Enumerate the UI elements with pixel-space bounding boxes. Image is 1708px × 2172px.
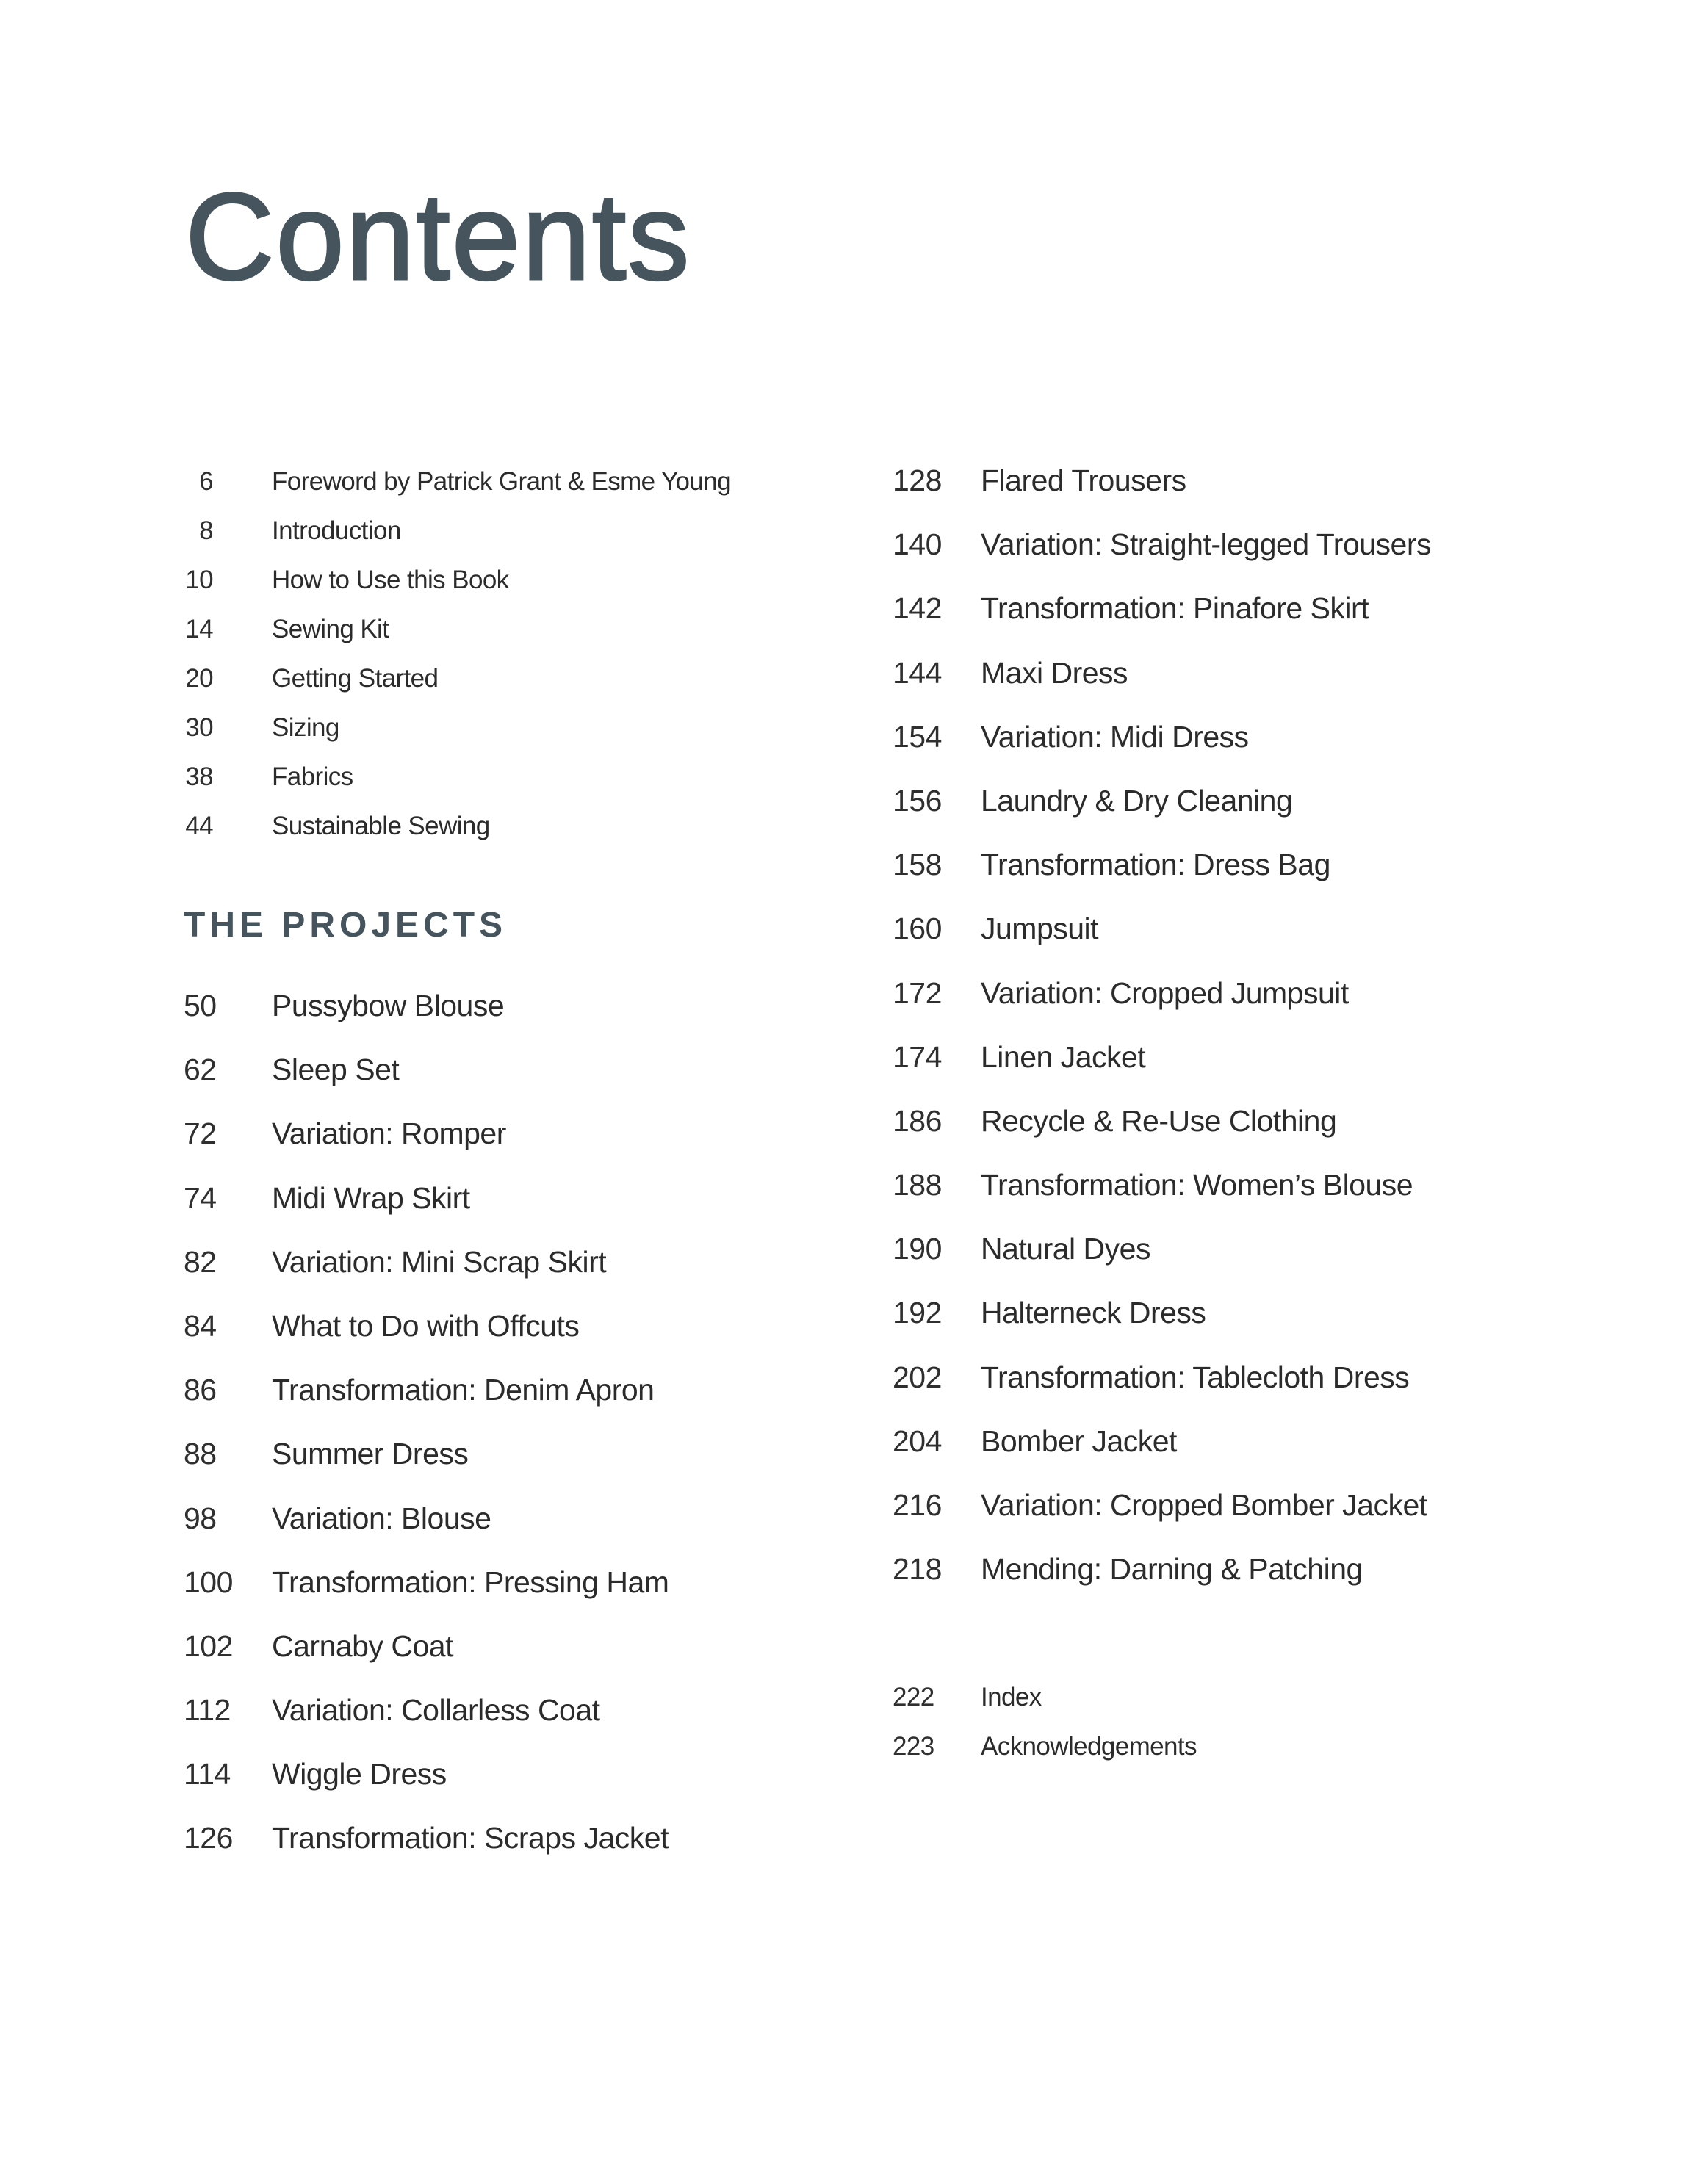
entry-title: How to Use this Book xyxy=(272,566,509,594)
entry-title: Recycle & Re-Use Clothing xyxy=(981,1103,1337,1138)
page-number: 62 xyxy=(184,1053,217,1087)
page-number: 158 xyxy=(893,848,942,882)
entry-title: Sizing xyxy=(272,713,339,742)
toc-entry[interactable] xyxy=(170,752,731,801)
toc-entry[interactable] xyxy=(170,801,731,851)
page-number: 202 xyxy=(893,1360,942,1394)
page-number: 20 xyxy=(185,664,213,693)
entry-title: Variation: Mini Scrap Skirt xyxy=(272,1244,607,1279)
entry-title: Jumpsuit xyxy=(981,912,1099,946)
page-number: 100 xyxy=(184,1565,233,1599)
toc-entry[interactable] xyxy=(170,703,731,752)
entry-title: Variation: Cropped Jumpsuit xyxy=(981,975,1349,1010)
toc-entry[interactable] xyxy=(893,833,1431,897)
page-number: 6 xyxy=(199,467,213,496)
page-number: 216 xyxy=(893,1488,942,1522)
page-number: 102 xyxy=(184,1628,233,1663)
entry-title: Sewing Kit xyxy=(272,615,389,643)
page-number: 204 xyxy=(893,1424,942,1458)
page-number: 38 xyxy=(185,762,213,791)
page-number: 160 xyxy=(893,912,942,946)
page-number: 50 xyxy=(184,989,217,1022)
toc-entry[interactable] xyxy=(170,457,731,506)
projects-list-right xyxy=(893,449,1431,1601)
page-number: 128 xyxy=(893,463,942,497)
toc-entry[interactable] xyxy=(893,1722,1197,1771)
entry-title: Variation: Collarless Coat xyxy=(272,1693,600,1728)
page-number: 154 xyxy=(893,719,942,754)
toc-entry[interactable] xyxy=(893,449,1431,513)
page-number: 84 xyxy=(184,1308,217,1343)
entry-title: Carnaby Coat xyxy=(272,1628,453,1663)
entry-title: Natural Dyes xyxy=(981,1232,1150,1266)
entry-title: Transformation: Tablecloth Dress xyxy=(981,1360,1410,1394)
entry-title: Flared Trousers xyxy=(981,463,1186,497)
page-number: 98 xyxy=(184,1501,217,1535)
toc-entry[interactable] xyxy=(893,513,1431,577)
page-number: 30 xyxy=(185,713,213,742)
entry-title: Laundry & Dry Cleaning xyxy=(981,783,1293,818)
toc-entry[interactable] xyxy=(184,1294,669,1358)
entry-title: Variation: Straight-legged Trousers xyxy=(981,527,1432,562)
page-number: 140 xyxy=(893,527,942,562)
entry-title: Index xyxy=(981,1683,1042,1711)
page-number: 8 xyxy=(199,516,213,545)
page-number: 142 xyxy=(893,591,942,626)
toc-entry[interactable] xyxy=(170,654,731,703)
toc-entry[interactable] xyxy=(170,555,731,605)
page-number: 174 xyxy=(893,1039,942,1074)
toc-entry[interactable] xyxy=(170,605,731,654)
entry-title: Variation: Romper xyxy=(272,1116,506,1151)
entry-title: What to Do with Offcuts xyxy=(272,1308,580,1343)
toc-entry[interactable] xyxy=(184,1678,669,1742)
front-matter-list xyxy=(170,457,731,851)
page-number: 44 xyxy=(185,812,213,840)
entry-title: Transformation: Pressing Ham xyxy=(272,1565,669,1599)
toc-entry[interactable] xyxy=(893,1473,1431,1537)
page-number: 82 xyxy=(184,1244,217,1279)
entry-title: Bomber Jacket xyxy=(981,1424,1177,1458)
toc-entry[interactable] xyxy=(184,1422,669,1486)
back-matter-list xyxy=(893,1673,1197,1771)
toc-entry[interactable] xyxy=(184,1166,669,1230)
toc-entry[interactable] xyxy=(184,1230,669,1294)
toc-entry[interactable] xyxy=(184,1806,669,1870)
page-number: 114 xyxy=(184,1757,231,1792)
entry-title: Fabrics xyxy=(272,762,353,791)
toc-entry[interactable] xyxy=(184,1358,669,1422)
toc-entry[interactable] xyxy=(893,641,1431,705)
entry-title: Transformation: Scraps Jacket xyxy=(272,1821,669,1855)
page-number: 14 xyxy=(185,615,213,643)
page-number: 222 xyxy=(893,1683,934,1711)
page-number: 218 xyxy=(893,1552,942,1587)
toc-entry[interactable] xyxy=(893,1537,1431,1601)
toc-entry[interactable] xyxy=(184,1038,669,1102)
projects-list-left xyxy=(184,974,669,1871)
toc-entry[interactable] xyxy=(893,1346,1431,1410)
entry-title: Pussybow Blouse xyxy=(272,989,505,1022)
entry-title: Linen Jacket xyxy=(981,1039,1146,1074)
toc-entry[interactable] xyxy=(893,769,1431,833)
toc-entry[interactable] xyxy=(893,961,1431,1025)
page-number: 144 xyxy=(893,655,942,690)
entry-title: Variation: Midi Dress xyxy=(981,719,1249,754)
toc-entry[interactable] xyxy=(184,1742,669,1806)
page-title: Contents xyxy=(185,167,691,306)
entry-title: Transformation: Denim Apron xyxy=(272,1373,655,1407)
toc-entry[interactable] xyxy=(893,897,1431,961)
page-number: 192 xyxy=(893,1296,942,1330)
entry-title: Sustainable Sewing xyxy=(272,812,490,840)
page-number: 74 xyxy=(184,1180,217,1215)
toc-entry[interactable] xyxy=(893,1281,1431,1345)
toc-entry[interactable] xyxy=(170,506,731,555)
toc-entry[interactable] xyxy=(893,577,1431,641)
toc-entry[interactable] xyxy=(893,705,1431,769)
page-number: 172 xyxy=(893,975,942,1010)
entry-title: Maxi Dress xyxy=(981,655,1128,690)
toc-entry[interactable] xyxy=(893,1217,1431,1281)
page-number: 10 xyxy=(185,566,213,594)
entry-title: Transformation: Dress Bag xyxy=(981,848,1330,882)
entry-title: Summer Dress xyxy=(272,1437,469,1471)
page-number: 88 xyxy=(184,1437,217,1471)
toc-entry[interactable] xyxy=(893,1089,1431,1153)
page-number: 112 xyxy=(184,1693,231,1728)
page-number: 156 xyxy=(893,783,942,818)
entry-title: Variation: Blouse xyxy=(272,1501,491,1535)
page-number: 72 xyxy=(184,1116,217,1151)
entry-title: Getting Started xyxy=(272,664,439,693)
entry-title: Mending: Darning & Patching xyxy=(981,1552,1363,1587)
toc-entry[interactable] xyxy=(893,1410,1431,1473)
page-number: 188 xyxy=(893,1168,942,1202)
toc-entry[interactable] xyxy=(184,1551,669,1614)
entry-title: Halterneck Dress xyxy=(981,1296,1206,1330)
page-number: 223 xyxy=(893,1732,934,1761)
toc-entry[interactable] xyxy=(184,1614,669,1678)
toc-entry[interactable] xyxy=(893,1153,1431,1217)
entry-title: Wiggle Dress xyxy=(272,1757,447,1792)
page-number: 190 xyxy=(893,1232,942,1266)
entry-title: Foreword by Patrick Grant & Esme Young xyxy=(272,467,732,496)
entry-title: Transformation: Pinafore Skirt xyxy=(981,591,1369,626)
entry-title: Midi Wrap Skirt xyxy=(272,1180,470,1215)
entry-title: Transformation: Women’s Blouse xyxy=(981,1168,1413,1202)
toc-entry[interactable] xyxy=(893,1673,1197,1722)
entry-title: Introduction xyxy=(272,516,401,545)
toc-entry[interactable] xyxy=(184,1102,669,1166)
entry-title: Acknowledgements xyxy=(981,1732,1197,1761)
entry-title: Variation: Cropped Bomber Jacket xyxy=(981,1488,1427,1522)
toc-entry[interactable] xyxy=(893,1025,1431,1089)
entry-title: Sleep Set xyxy=(272,1053,400,1087)
toc-entry[interactable] xyxy=(184,1487,669,1551)
toc-entry[interactable] xyxy=(184,974,669,1038)
section-heading-projects: THE PROJECTS xyxy=(184,906,508,945)
page-number: 86 xyxy=(184,1373,217,1407)
page-number: 126 xyxy=(184,1821,233,1855)
page-number: 186 xyxy=(893,1103,942,1138)
